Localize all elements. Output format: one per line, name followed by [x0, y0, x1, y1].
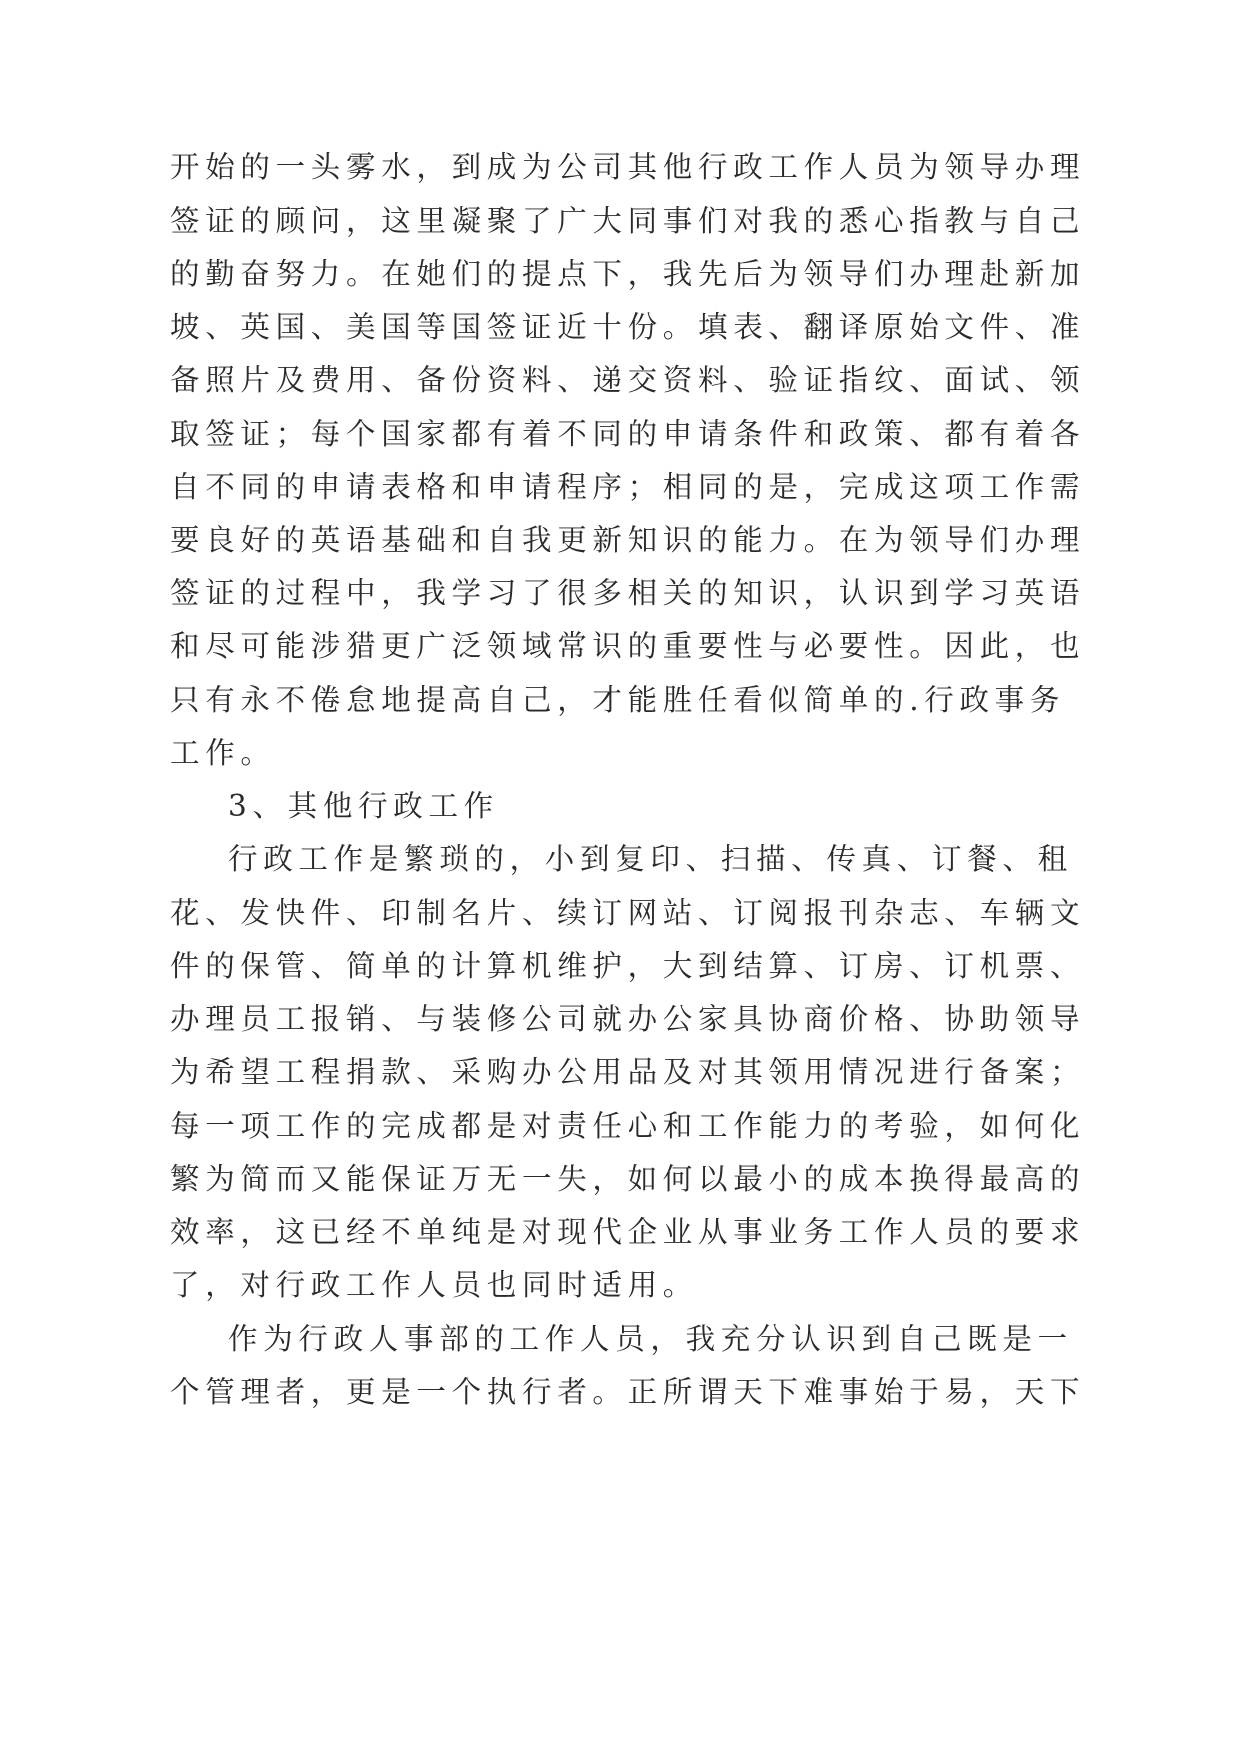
paragraph-line: 要良好的英语基础和自我更新知识的能力。在为领导们办理	[170, 523, 1086, 557]
paragraph-line: 办理员工报销、与装修公司就办公家具协商价格、协助领导	[170, 1002, 1086, 1036]
paragraph-line: 行政工作是繁琐的，小到复印、扫描、传真、订餐、租	[228, 842, 1073, 876]
paragraph-line: 作为行政人事部的工作人员，我充分认识到自己既是一	[228, 1322, 1073, 1356]
paragraph-line: 繁为简而又能保证万无一失，如何以最小的成本换得最高的	[170, 1162, 1086, 1196]
paragraph-line: 件的保管、简单的计算机维护，大到结算、订房、订机票、	[170, 949, 1086, 983]
paragraph-line: 效率，这已经不单纯是对现代企业从事业务工作人员的要求	[170, 1215, 1086, 1249]
paragraph-line: 每一项工作的完成都是对责任心和工作能力的考验，如何化	[170, 1109, 1086, 1143]
paragraph-line: 备照片及费用、备份资料、递交资料、验证指纹、面试、领	[170, 363, 1086, 397]
paragraph-line: 签证的过程中，我学习了很多相关的知识，认识到学习英语	[170, 576, 1086, 610]
paragraph-line: 坡、英国、美国等国签证近十份。填表、翻译原始文件、准	[170, 310, 1086, 344]
paragraph-line: 的勤奋努力。在她们的提点下，我先后为领导们办理赴新加	[170, 257, 1086, 291]
paragraph-line: 自不同的申请表格和申请程序；相同的是，完成这项工作需	[170, 470, 1086, 504]
paragraph-line: 和尽可能涉猎更广泛领域常识的重要性与必要性。因此，也	[170, 629, 1086, 663]
paragraph-line: 开始的一头雾水，到成为公司其他行政工作人员为领导办理	[170, 150, 1086, 184]
paragraph-line: 签证的顾问，这里凝聚了广大同事们对我的悉心指教与自己	[170, 204, 1086, 238]
paragraph-line: 为希望工程捐款、采购办公用品及对其领用情况进行备案；	[170, 1055, 1086, 1089]
paragraph-line: 工作。	[170, 736, 276, 770]
section-heading: 3、其他行政工作	[228, 789, 499, 823]
paragraph-line: 取签证；每个国家都有着不同的申请条件和政策、都有着各	[170, 417, 1086, 451]
paragraph-line: 花、发快件、印制名片、续订网站、订阅报刊杂志、车辆文	[170, 896, 1086, 930]
paragraph-line: 了，对行政工作人员也同时适用。	[170, 1268, 699, 1302]
paragraph-line: 只有永不倦怠地提高自己，才能胜任看似简单的.行政事务	[170, 683, 1066, 717]
paragraph-line: 个管理者，更是一个执行者。正所谓天下难事始于易，天下	[170, 1375, 1086, 1409]
